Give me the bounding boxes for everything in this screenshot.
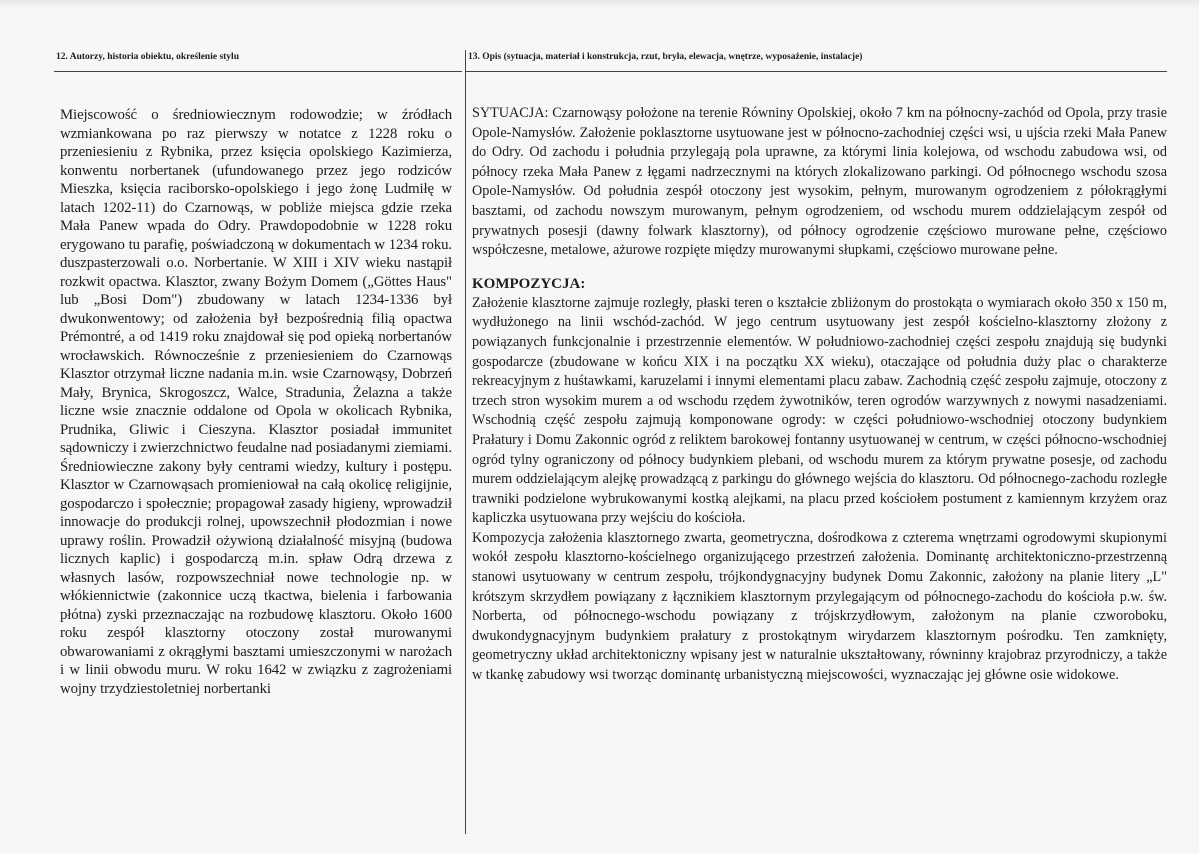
right-column-heading: 13. Opis (sytuacja, materiał i konstrukcja, rzut, bryła, elewacja, wnętrze, wyposażenie, instalacje) <box>468 52 863 62</box>
scan-edge <box>0 0 1199 8</box>
right-heading-rule <box>466 71 1167 72</box>
left-column <box>54 50 462 834</box>
history-text: Miejscowość o średniowiecznym rodowodzie; w źródłach wzmiankowana po raz pierwszy w notatce z 1228 roku o przeniesieniu z Rybnika, przez księcia opolskiego Kazimierza, konwentu norbertanek (ufundowanego przez jego rodziców Mieszka, księcia raciborsko-opolskiego i jego żonę Ludmiłę w latach 1202-11) do Czarnowąs, w pobliże miejsca gdzie rzeka Mała Panew wpada do Odry. Prawdopodobnie w 1228 roku erygowano tu parafię, poświadczoną w dokumentach w 1234 roku. duszpasterzowali o.o. Norbertanie. W XIII i XIV wieku nastąpił rozkwit opactwa. Klasztor, zwany Bożym Domem („Göttes Haus" lub „Bosi Dom") zbudowany w latach 1234-1336 był dwukonwentowy; od założenia był bezpośrednią filią opactwa Prémontré, a od 1419 roku znajdował się pod opieką norbertanów wrocławskich. Równocześnie z przeniesieniem do Czarnowąs Klasztor otrzymał liczne nadania m.in. wsie Czarnowąsy, Dobrzeń Mały, Brynica, Skrogoszcz, Walce, Stradunia, Żelazna a także liczne wsie znacznie oddalone od Opola w okolicach Rybnika, Prudnika, Gliwic i Cieszyna. Klasztor posiadał immunitet sądowniczy i zwierzchnictwo feudalne nad posiadanymi ziemiami. Średniowieczne zakony były centrami wiedzy, kultury i postępu. Klasztor w Czarnowąsach promieniował na całą okolicę religijnie, gospodarczo i społecznie; propagował zasady higieny, wprowadził innowacje do produkcji rolnej, upowszechnił płodozmian i nowe uprawy roślin. Prowadził ożywioną działalność misyjną (budowa licznych kaplic) i gospodarczą m.in. spław Odrą drzewa z własnych lasów, rozpowszechniał nowe technologie np. w włókiennictwie (zakonnice uczą tkactwa, bielenia i farbowania płótna) zyski przeznaczając na rozbudowę klasztoru. Około 1600 roku zespół klasztorny otoczony został murowanymi obwarowaniami z okrągłymi basztami umieszczonymi w narożach i w linii obwodu muru. W roku 1642 w związku z zagrożeniami wojny trzydziestoletniej norbertanki <box>60 107 452 697</box>
situation-text: SYTUACJA: Czarnowąsy położone na terenie Równiny Opolskiej, około 7 km na północny-zachód od Opola, przy trasie Opole-Namysłów. Założenie poklasztorne usytuowane jest w północno-zachodniej części wsi, u ujścia rzeki Mała Panew do Odry. Od zachodu i południa przylegają pola uprawne, za którymi linia kolejowa, od wschodu zabudowa wsi, od północy rzeka Mała Panew z łęgami nadrzecznymi na których zlokalizowano parkingi. Od północnego wschodu szosa Opole-Namysłów. Od południa zespół otoczony jest wysokim, pełnym, murowanym ogrodzeniem z półokrągłymi basztami, od zachodu nowszym murowanym, pełnym ogrodzeniem, od wschodu murem oddzielającym zespół od prywatnych posesji (dawny folwark klasztorny), od północy ogrodzenie częściowo murowane pełne, częściowo współczesne, metalowe, ażurowe rozpięte między murowanymi słupkami, częściowo murowane pełne. <box>472 105 1167 259</box>
composition-paragraph-2: Kompozycja założenia klasztornego zwarta, geometryczna, dośrodkowa z czterema wnętrzami ogrodowymi skupionymi wokół zespołu klasztorno-kościelnego organizującego przestrzeń założenia. Dominantę architektoniczno-przestrzenną stanowi usytuowany w centrum zespołu, trójkondygnacyjny budynek Domu Zakonnic, założony na planie litery „L" krótszym skrzydłem powiązany z łącznikiem klasztornym przylegającym od północnego-zachodu do kościoła p.w. św. Norberta, od północnego-wschodu powiązany z trójskrzydłowym, założonym na planie czworoboku, dwukondygnacyjnym budynkiem prałatury z prostokątnym wirydarzem klasztornym pośrodku. Ten zamknięty, geometryczny układ architektoniczny wpisany jest w naturalnie ukształtowany, równinny krajobraz przyrodniczy, a także w tkankę zabudowy wsi tworząc dominantę urbanistyczną miejscowości, wyznaczając jej główne osie widokowe. <box>472 529 1167 684</box>
right-column <box>465 50 1167 834</box>
composition-title: KOMPOZYCJA: <box>472 275 586 292</box>
left-column-heading: 12. Autorzy, historia obiektu, określenie stylu <box>56 52 239 62</box>
left-heading-rule <box>54 71 462 72</box>
composition-paragraph-1: Założenie klasztorne zajmuje rozległy, płaski teren o kształcie zbliżonym do prostokąta o wymiarach około 350 x 150 m, wydłużonego na linii wschód-zachód. W jego centrum usytuowany jest zespół kościelno-klasztorny złożony z powiązanych funkcjonalnie i przestrzennie elementów. W południowo-zachodniej części zespołu znajdują się budynki gospodarcze (zbudowane w końcu XIX i na początku XX wieku), otaczające od południa duży plac o charakterze rekreacyjnym z huśtawkami, karuzelami i innymi elementami placu zabaw. Zachodnią część zespołu zajmuje, otoczony z trzech stron wysokim murem a od wschodu rzędem żywotników, teren ogrodów warzywnych z nowymi nasadzeniami. Wschodnią część zespołu zajmują komponowane ogrody: w części południowo-wschodniej otoczony budynkiem Prałatury i Domu Zakonnic ogród z reliktem barokowej fontanny usytuowanej w centrum, w części północno-wschodniej ogród tylny ograniczony od północy budynkiem plebani, od wschodu murem za którym prywatne posesje, od zachodu murem oddzielającym alejkę prowadzącą z parkingu do głównego wejścia do klasztoru. Od północnego-zachodu rozległe trawniki podzielone wybrukowanymi kostką alejkami, na placu przed kościołem postument z kamiennym krzyżem oraz kapliczka usytuowana przy wejściu do kościoła. <box>472 294 1167 527</box>
